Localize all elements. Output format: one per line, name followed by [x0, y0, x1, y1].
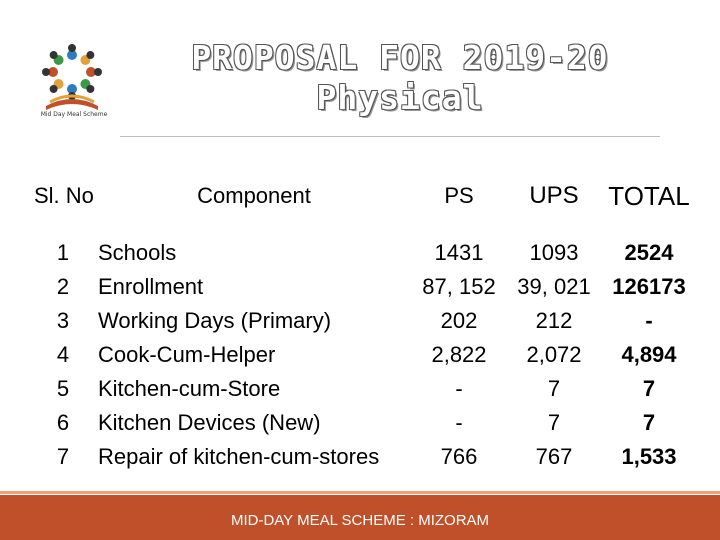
cell-ups: 212	[535, 308, 573, 333]
page-title	[120, 38, 680, 118]
table-row	[28, 406, 698, 440]
cell-ups: 7	[547, 376, 561, 401]
cell-component: Kitchen-cum-Store	[98, 376, 281, 401]
table-row	[28, 270, 698, 304]
table-row	[28, 304, 698, 338]
cell-component: Repair of kitchen-cum-stores	[98, 444, 380, 469]
cell-ps: 2,822	[431, 342, 487, 367]
header-sl-no: Sl. No	[34, 183, 94, 208]
table-row	[28, 440, 698, 474]
cell-total: 7	[642, 410, 656, 435]
cell-ps: -	[455, 376, 463, 401]
title-line-2: Physical	[316, 78, 484, 117]
cell-ps: 202	[440, 308, 478, 333]
table-row	[28, 338, 698, 372]
cell-component: Enrollment	[98, 274, 204, 299]
header-total: TOTAL	[608, 181, 690, 211]
proposal-table	[28, 156, 698, 474]
cell-component: Cook-Cum-Helper	[98, 342, 276, 367]
logo-caption: Mid Day Meal Scheme	[40, 111, 108, 118]
cell-total: 126173	[612, 274, 686, 299]
header-ps: PS	[444, 183, 474, 208]
header-component: Component	[197, 183, 311, 208]
cell-sl-no: 6	[56, 410, 70, 435]
cell-sl-no: 1	[56, 240, 70, 265]
title-divider	[120, 136, 660, 137]
cell-sl-no: 2	[56, 274, 70, 299]
cell-total: -	[645, 308, 653, 333]
cell-component: Kitchen Devices (New)	[98, 410, 321, 435]
cell-ps: 87, 152	[422, 274, 496, 299]
cell-ups: 39, 021	[517, 274, 591, 299]
cell-sl-no: 3	[56, 308, 70, 333]
cell-ps: -	[455, 410, 463, 435]
title-line-1: PROPOSAL FOR 2019-20	[191, 38, 609, 77]
table-row	[28, 372, 698, 406]
cell-ups: 7	[547, 410, 561, 435]
header-ups: UPS	[529, 182, 579, 209]
table-row	[28, 236, 698, 270]
cell-sl-no: 7	[56, 444, 70, 469]
mid-day-meal-logo	[30, 36, 114, 120]
cell-ps: 1431	[434, 240, 484, 265]
cell-total: 1,533	[621, 444, 677, 469]
cell-total: 4,894	[621, 342, 677, 367]
cell-ups: 2,072	[526, 342, 582, 367]
cell-ps: 766	[440, 444, 478, 469]
table-header-row	[28, 156, 698, 236]
cell-ups: 1093	[529, 240, 579, 265]
footer-text: MID-DAY MEAL SCHEME : MIZORAM	[230, 512, 490, 529]
cell-ups: 767	[535, 444, 573, 469]
cell-total: 7	[642, 376, 656, 401]
cell-total: 2524	[624, 240, 674, 265]
footer-bar	[0, 495, 720, 540]
cell-component: Working Days (Primary)	[98, 308, 332, 333]
cell-component: Schools	[98, 240, 177, 265]
cell-sl-no: 4	[56, 342, 70, 367]
cell-sl-no: 5	[56, 376, 70, 401]
